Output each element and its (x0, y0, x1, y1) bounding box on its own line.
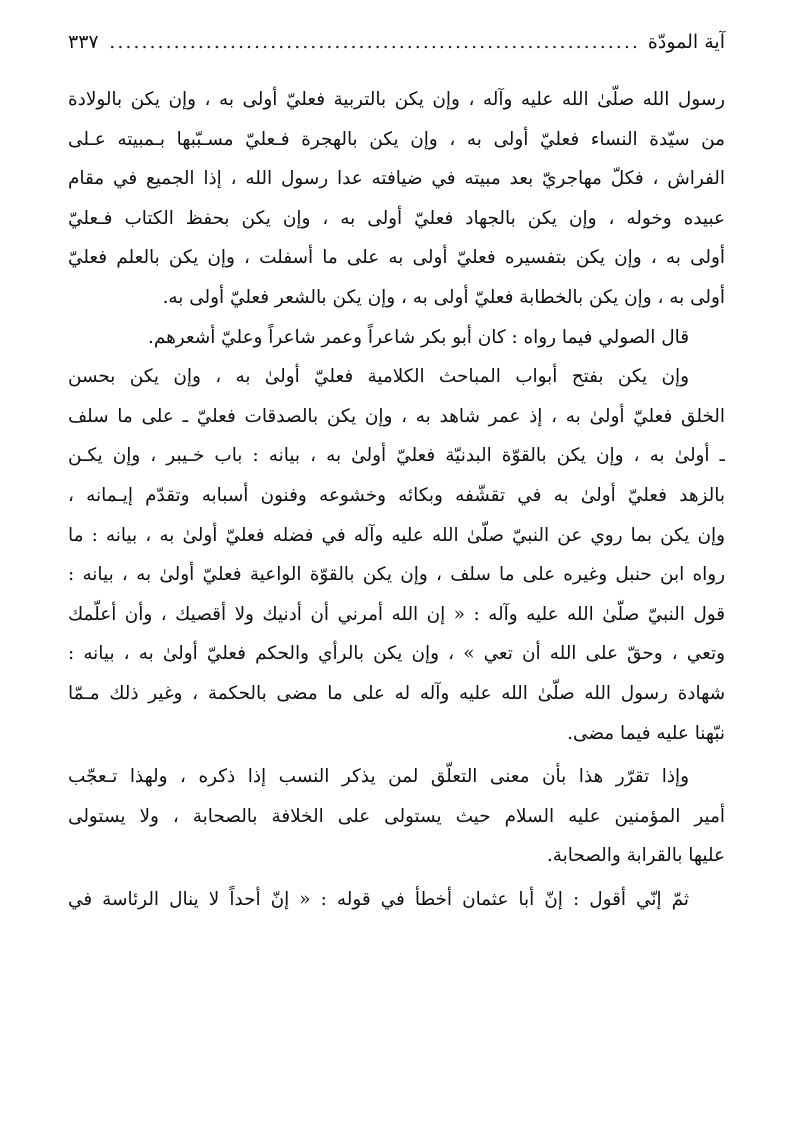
text-line: عبيده وخوله ، وإن يكن بالجهاد فعليّ أولى به ، وإن يكن بحفظ الكتاب فـعليّ (68, 207, 725, 229)
text-line: وإن يكن بفتح أبواب المباحث الكلامية فعليّ أولىٰ به ، وإن يكن بحسن (68, 366, 689, 388)
text-line: ـ أولىٰ به ، وإن يكن بالقوّة البدنيّة فعليّ أولىٰ به ، بيانه : باب خـيبر ، وإن يكـن (68, 445, 725, 467)
text-line: أولى به ، وإن يكن بالخطابة فعليّ أولى به ، وإن يكن بالشعر فعليّ أولى به. (162, 286, 725, 308)
text-line: رواه ابن حنبل وغيره على ما سلف ، وإن يكن بالقوّة الواعية فعليّ أولىٰ به ، بيانه : (68, 564, 725, 586)
text-line: الفراش ، فكلّ مهاجريّ بعد مبيته في ضيافته عدا رسول الله ، إذا الجميع في مقام (68, 168, 725, 190)
running-title: آية المودّة (647, 31, 725, 53)
text-line: رسول الله صلّىٰ الله عليه وآله ، وإن يكن بالتربية فعليّ أولى به ، وإن يكن بالولادة (68, 89, 725, 110)
text-line: بالزهد فعليّ أولىٰ به في تقشّفه وبكائه وخشوعه وفنون أسبابه وتقدّم إيـمانه ، (68, 484, 725, 506)
text-line: شهادة رسول الله صلّىٰ الله عليه وآله له على ما مضى بالحكمة ، وغير ذلك مـمّا (68, 682, 725, 704)
text-line: قول النبيّ صلّىٰ الله عليه وآله : « إن الله أمرني أن أدنيك ولا أقصيك ، وأن أعلّمك (68, 603, 725, 625)
dot-leader (107, 22, 640, 62)
text-line: ثمّ إنّي أقول : إنّ أبا عثمان أخطأ في قوله : « إنّ أحداً لا ينال الرئاسة في (68, 888, 689, 910)
text-line: وإن يكن بما روي عن النبيّ صلّىٰ الله عليه وآله في فضله فعليّ أولىٰ به ، بيانه : ما (68, 524, 725, 546)
text-line: نبّهنا عليه فيما مضى. (567, 722, 725, 744)
text-line: من سيّدة النساء فعليّ أولى به ، وإن يكن بالهجرة فـعليّ مسـبّبها بـمبيته عـلى (68, 128, 725, 150)
running-header (68, 22, 725, 62)
document-page (68, 22, 725, 1129)
text-line: أمير المؤمنين عليه السلام حيث يستولى على الخلافة بالصحابة ، ولا يستولى (68, 805, 725, 827)
text-line: وتعي ، وحقّ على الله أن تعي » ، وإن يكن بالرأي والحكم فعليّ أولىٰ به ، بيانه : (68, 643, 725, 665)
body-text (68, 80, 725, 919)
page-number: ٣٣٧ (68, 31, 99, 53)
text-line: أولى به ، وإن يكن بتفسيره فعليّ أولى به على ما أسفلت ، وإن يكن بالعلم فعليّ (68, 247, 725, 269)
text-line: عليها بالقرابة والصحابة. (546, 845, 725, 867)
text-line: الخلق فعليّ أولىٰ به ، إذ عمر شاهد به ، وإن يكن بالصدقات فعليّ ـ على ما سلف (68, 405, 725, 427)
text-line: وإذا تقرّر هذا بأن معنى التعلّق لمن يذكر النسب إذا ذكره ، ولهذا تـعجّب (68, 766, 689, 788)
text-line: قال الصولي فيما رواه : كان أبو بكر شاعراً وعمر شاعراً وعليّ أشعرهم. (147, 326, 689, 348)
